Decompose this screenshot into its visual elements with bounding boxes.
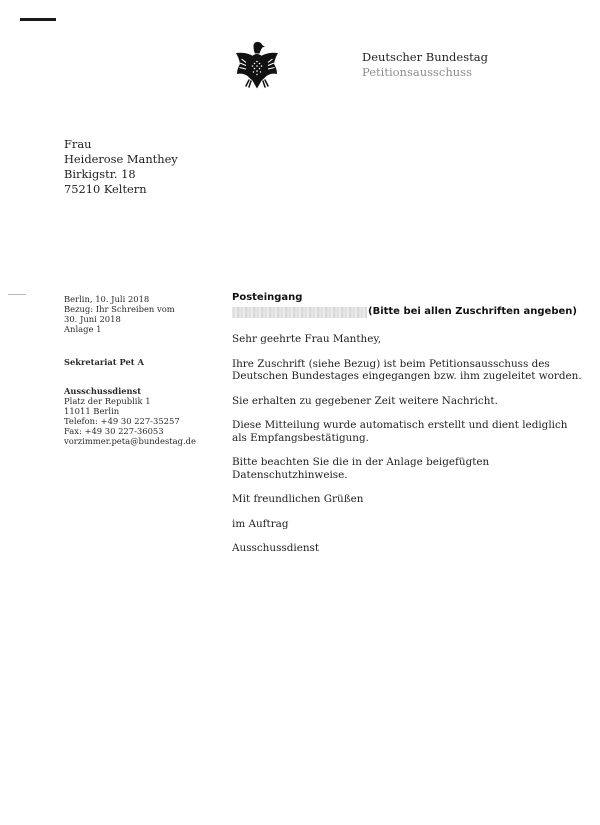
organization-name: Deutscher Bundestag [362, 50, 488, 64]
office-email: vorzimmer.peta@bundestag.de [64, 436, 196, 446]
page-corner-mark [20, 18, 56, 21]
closing: Mit freundlichen Grüßen [232, 493, 364, 505]
reference-note: (Bitte bei allen Zuschriften angeben) [368, 306, 577, 317]
paragraph-3-line-2: als Empfangsbestätigung. [232, 431, 369, 444]
attachment-count: Anlage 1 [64, 324, 102, 334]
office-postal-city: 11011 Berlin [64, 406, 120, 416]
signature: Ausschussdienst [232, 542, 320, 554]
department-name: Sekretariat Pet A [64, 357, 144, 367]
recipient-salutation: Frau [64, 137, 92, 151]
paragraph-4-line-1: Bitte beachten Sie die in der Anlage beigefügten [232, 456, 490, 468]
reference-line-1: Bezug: Ihr Schreiben vom [64, 304, 175, 314]
recipient-name: Heiderose Manthey [64, 152, 178, 166]
reference-line-2: 30. Juni 2018 [64, 314, 121, 324]
office-name: Ausschussdienst [64, 386, 142, 396]
recipient-city: 75210 Keltern [64, 182, 147, 196]
paragraph-3-line-1: Diese Mitteilung wurde automatisch erstellt und dient lediglich [232, 419, 568, 431]
redacted-reference-number [232, 307, 367, 318]
paragraph-2: Sie erhalten zu gegebener Zeit weitere Nachricht. [232, 394, 498, 407]
recipient-street: Birkigstr. 18 [64, 167, 136, 181]
sender-header [362, 50, 488, 80]
office-fax: Fax: +49 30 227-36053 [64, 426, 164, 436]
organization-unit: Petitionsausschuss [362, 65, 472, 79]
letter-body [232, 333, 592, 555]
office-phone: Telefon: +49 30 227-35257 [64, 416, 180, 426]
paragraph-4-line-2: Datenschutzhinweise. [232, 468, 348, 481]
place-date: Berlin, 10. Juli 2018 [64, 294, 150, 304]
paragraph-1-line-2: Deutschen Bundestages eingegangen bzw. ihm zugeleitet worden. [232, 370, 582, 382]
fold-mark [8, 294, 26, 295]
subject-block [232, 291, 592, 319]
federal-eagle-icon [232, 38, 282, 90]
recipient-address [64, 137, 178, 197]
office-address: Platz der Republik 1 [64, 396, 151, 406]
letter-metadata [64, 294, 214, 446]
paragraph-1-line-1: Ihre Zuschrift (siehe Bezug) ist beim Petitionsausschuss des [232, 357, 550, 370]
on-behalf-note: im Auftrag [232, 517, 289, 530]
greeting: Sehr geehrte Frau Manthey, [232, 333, 382, 345]
subject-title: Posteingang [232, 292, 303, 303]
